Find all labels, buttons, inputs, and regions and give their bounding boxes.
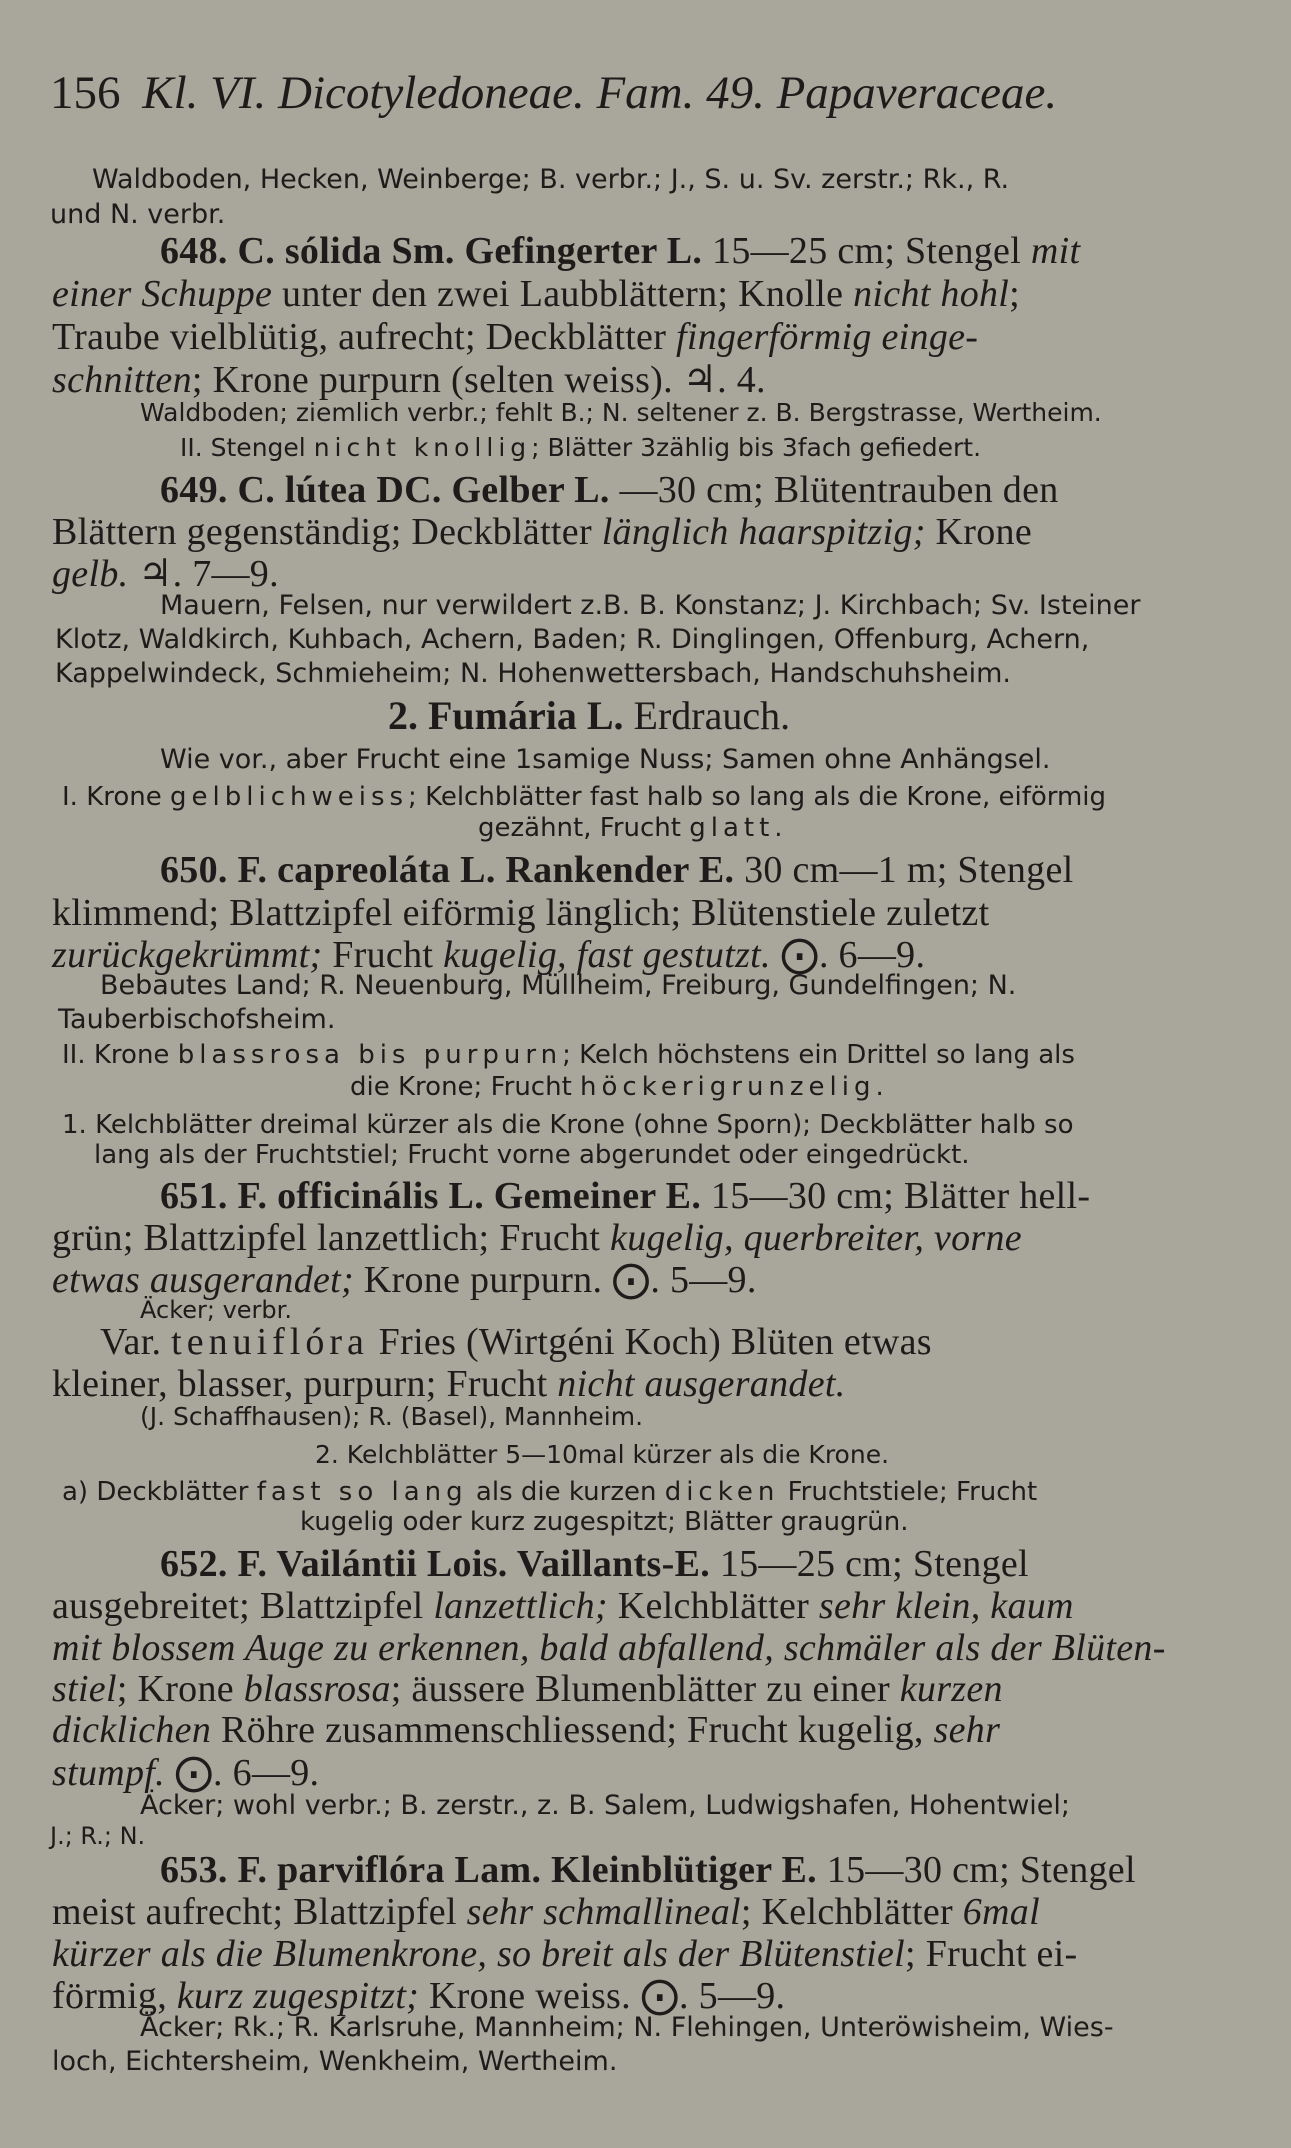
genus-description: Wie vor., aber Frucht eine 1samige Nuss; Samen ohne Anhängsel. — [160, 744, 1051, 775]
text-line: etwas ausgerandet; Krone purpurn. ⨀. 5—9. — [52, 1259, 757, 1301]
species-entry-649: 649. C. lútea DC. Gelber L. —30 cm; Blütentrauben den — [160, 469, 1059, 511]
key-line: a) Deckblätter fast so lang als die kurzen dicken Fruchtstiele; Frucht — [62, 1477, 1038, 1507]
habitat-line: Äcker; wohl verbr.; B. zerstr., z. B. Salem, Ludwigshafen, Hohentwiel; — [140, 1790, 1070, 1821]
text-line: gelb. ♃. 7—9. — [52, 553, 279, 595]
key-line: lang als der Fruchtstiel; Frucht vorne abgerundet oder eingedrückt. — [94, 1140, 970, 1170]
habitat-line: (J. Schaffhausen); R. (Basel), Mannheim. — [140, 1402, 644, 1431]
genus-heading: 2. Fumária L. Erdrauch. — [388, 693, 791, 738]
text-line: stumpf. ⨀. 6—9. — [52, 1752, 320, 1794]
text-line: schnitten; Krone purpurn (selten weiss). ♃. 4. — [52, 359, 766, 401]
habitat-line: Klotz, Waldkirch, Kuhbach, Achern, Baden; R. Dinglingen, Offenburg, Achern, — [55, 624, 1090, 655]
text-line: dicklichen Röhre zusammenschliessend; Frucht kugelig, sehr — [52, 1709, 1001, 1751]
species-entry-652: 652. F. Vailántii Lois. Vaillants-E. 15—25 cm; Stengel — [160, 1543, 1029, 1585]
page-header — [50, 66, 1057, 120]
habitat-line: Tauberbischofsheim. — [58, 1004, 336, 1035]
text-line: meist aufrecht; Blattzipfel sehr schmallineal; Kelchblätter 6mal — [52, 1891, 1040, 1933]
species-entry-650: 650. F. capreoláta L. Rankender E. 30 cm—1 m; Stengel — [160, 849, 1074, 891]
key-line: II. Stengel nicht knollig; Blätter 3zählig bis 3fach gefiedert. — [180, 433, 982, 462]
key-line: gezähnt, Frucht glatt. — [478, 813, 783, 843]
text-line: kürzer als die Blumenkrone, so breit als der Blütenstiel; Frucht ei- — [52, 1933, 1078, 1975]
habitat-line: und N. verbr. — [50, 199, 226, 230]
text-line: ausgebreitet; Blattzipfel lanzettlich; Kelchblätter sehr klein, kaum — [52, 1585, 1074, 1627]
variety-entry: Var. tenuiflóra Fries (Wirtgéni Koch) Blüten etwas — [100, 1321, 932, 1363]
text-line: förmig, kurz zugespitzt; Krone weiss. ⨀. 5—9. — [52, 1975, 786, 2017]
species-entry-653: 653. F. parviflóra Lam. Kleinblütiger E. 15—30 cm; Stengel — [160, 1849, 1136, 1891]
key-line: 1. Kelchblätter dreimal kürzer als die Krone (ohne Sporn); Deckblätter halb so — [62, 1110, 1074, 1140]
page-number: 156 — [50, 67, 121, 119]
species-entry-648: 648. C. sólida Sm. Gefingerter L. 15—25 cm; Stengel mit — [160, 230, 1081, 272]
habitat-line: Äcker; Rk.; R. Karlsruhe, Mannheim; N. Flehingen, Unteröwisheim, Wies- — [140, 2012, 1114, 2043]
habitat-line: Mauern, Felsen, nur verwildert z.B. B. Konstanz; J. Kirchbach; Sv. Isteiner — [160, 590, 1141, 621]
text-line: stiel; Krone blassrosa; äussere Blumenblätter zu einer kurzen — [52, 1668, 1003, 1710]
habitat-line: loch, Eichtersheim, Wenkheim, Wertheim. — [52, 2046, 618, 2077]
habitat-line: Waldboden; ziemlich verbr.; fehlt B.; N. seltener z. B. Bergstrasse, Wertheim. — [140, 398, 1102, 427]
text-line: Blättern gegenständig; Deckblätter länglich haarspitzig; Krone — [52, 511, 1032, 553]
key-line: kugelig oder kurz zugespitzt; Blätter graugrün. — [300, 1507, 909, 1537]
running-title: Kl. VI. Dicotyledoneae. Fam. 49. Papaveraceae. — [142, 67, 1058, 119]
text-line: mit blossem Auge zu erkennen, bald abfallend, schmäler als der Blüten- — [52, 1627, 1166, 1669]
habitat-line: Äcker; verbr. — [140, 1296, 292, 1324]
key-line: I. Krone gelblichweiss; Kelchblätter fast halb so lang als die Krone, eiförmig — [62, 782, 1107, 812]
text-line: kleiner, blasser, purpurn; Frucht nicht ausgerandet. — [52, 1363, 846, 1405]
habitat-line: Waldboden, Hecken, Weinberge; B. verbr.; J., S. u. Sv. zerstr.; Rk., R. — [92, 164, 1010, 195]
habitat-line: Bebautes Land; R. Neuenburg, Müllheim, Freiburg, Gundelfingen; N. — [100, 970, 1017, 1001]
key-line: die Krone; Frucht höckerigrunzelig. — [350, 1072, 884, 1102]
text-line: einer Schuppe unter den zwei Laubblättern; Knolle nicht hohl; — [52, 273, 1021, 315]
text-line: klimmend; Blattzipfel eiförmig länglich; Blütenstiele zuletzt — [52, 892, 990, 934]
species-entry-651: 651. F. officinális L. Gemeiner E. 15—30 cm; Blätter hell- — [160, 1175, 1091, 1217]
text-line: grün; Blattzipfel lanzettlich; Frucht kugelig, querbreiter, vorne — [52, 1217, 1022, 1259]
key-line: 2. Kelchblätter 5—10mal kürzer als die Krone. — [315, 1440, 890, 1469]
key-line: II. Krone blassrosa bis purpurn; Kelch höchstens ein Drittel so lang als — [62, 1040, 1075, 1070]
text-line: zurückgekrümmt; Frucht kugelig, fast gestutzt. ⨀. 6—9. — [52, 934, 926, 976]
habitat-line: J.; R.; N. — [50, 1822, 146, 1850]
text-line: Traube vielblütig, aufrecht; Deckblätter fingerförmig einge- — [52, 316, 979, 358]
habitat-line: Kappelwindeck, Schmieheim; N. Hohenwettersbach, Handschuhsheim. — [55, 658, 1011, 689]
